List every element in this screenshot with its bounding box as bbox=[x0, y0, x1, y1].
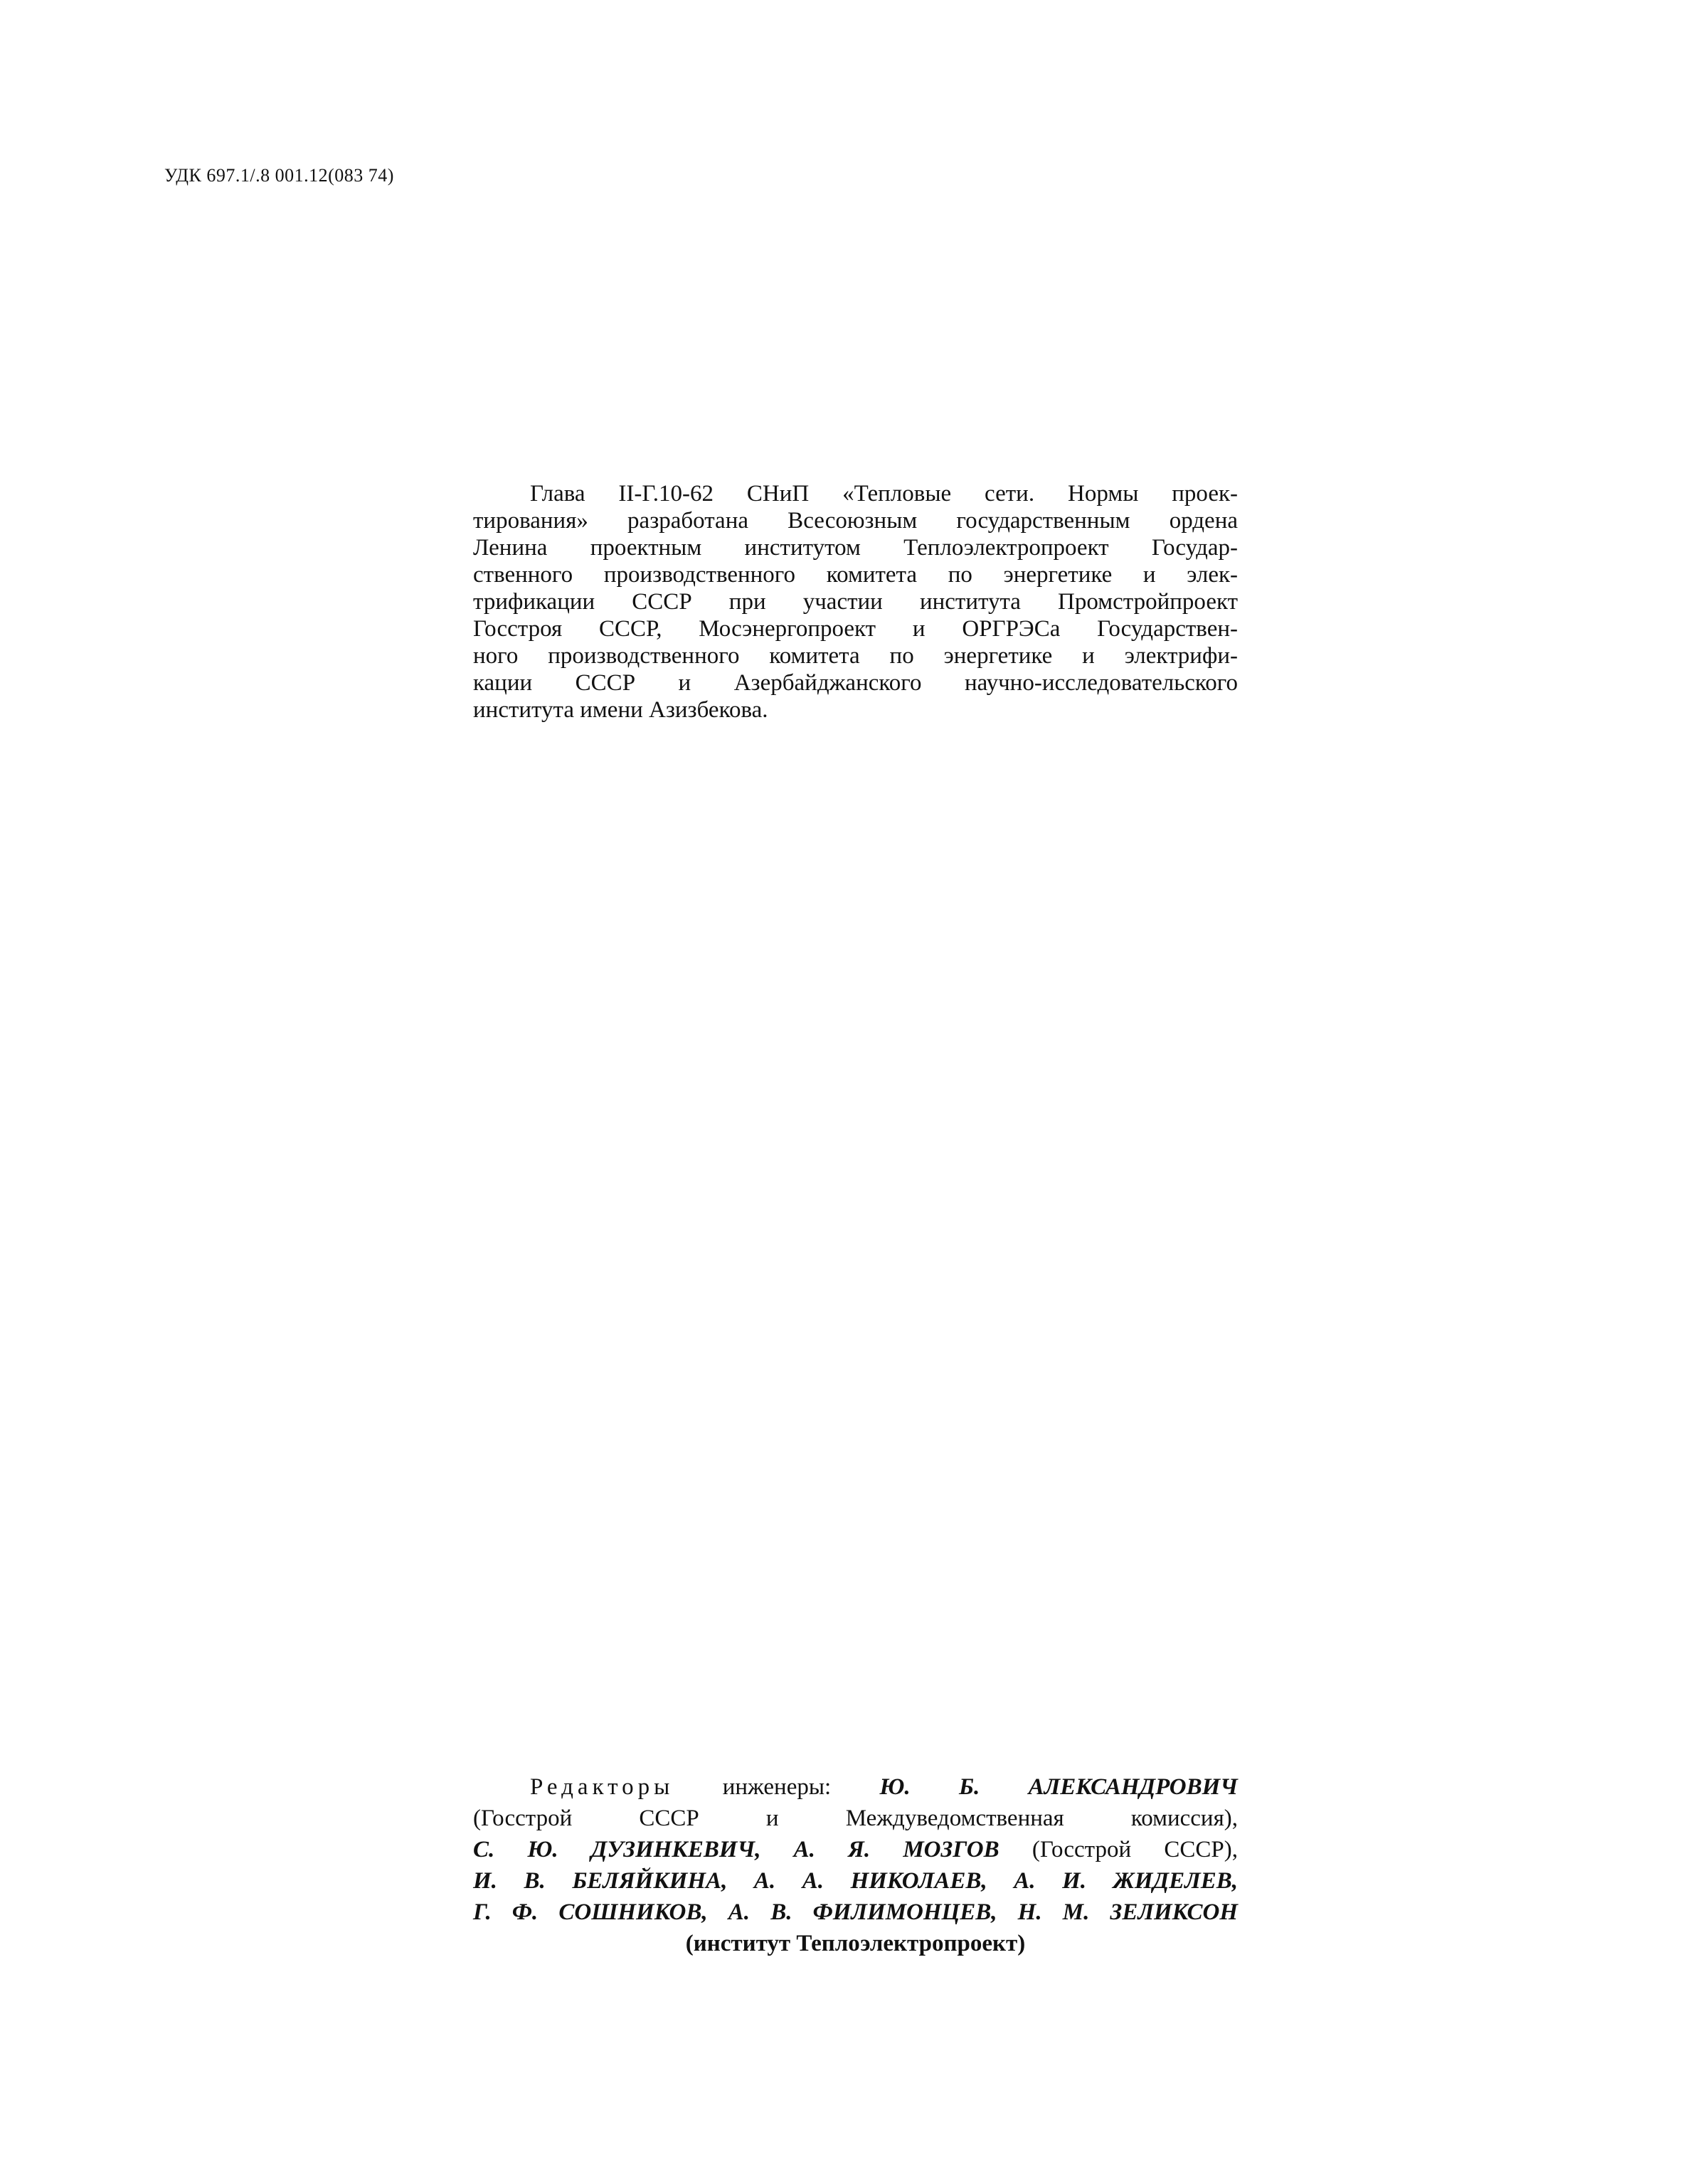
editors-block bbox=[473, 1771, 1238, 1959]
intro-line: Госстроя СССР, Мосэнергопроект и ОРГРЭСа Государствен- bbox=[473, 616, 1238, 642]
editors-line-5: Г. Ф. СОШНИКОВ, А. В. ФИЛИМОНЦЕВ, Н. М. ЗЕЛИКСОН bbox=[473, 1899, 1238, 1925]
intro-paragraph bbox=[473, 480, 1238, 723]
editors-affiliation: (Госстрой СССР), bbox=[999, 1837, 1238, 1862]
intro-line: трификации СССР при участии института Промстройпроект bbox=[473, 589, 1238, 615]
editors-label: Редакторы bbox=[530, 1774, 674, 1800]
editors-label-suffix: инженеры: bbox=[674, 1774, 880, 1800]
editors-line-4: И. В. БЕЛЯЙКИНА, А. А. НИКОЛАЕВ, А. И. ЖИДЕЛЕВ, bbox=[473, 1868, 1238, 1894]
intro-line: кации СССР и Азербайджанского научно-исследовательского bbox=[473, 670, 1238, 696]
intro-line: ного производственного комитета по энергетике и электрифи- bbox=[473, 643, 1238, 669]
intro-line: Ленина проектным институтом Теплоэлектропроект Государ- bbox=[473, 535, 1238, 561]
editor-names: С. Ю. ДУЗИНКЕВИЧ, А. Я. МОЗГОВ bbox=[473, 1837, 999, 1862]
editors-line-6: (институт Теплоэлектропроект) bbox=[685, 1931, 1026, 1956]
udc-code: УДК 697.1/.8 001.12(083 74) bbox=[164, 165, 394, 186]
editors-line-2: (Госстрой СССР и Междуведомственная комиссия), bbox=[473, 1806, 1238, 1831]
editors-line-3 bbox=[473, 1834, 1238, 1865]
editor-names: Ю. Б. АЛЕКСАНДРОВИЧ bbox=[879, 1774, 1238, 1800]
intro-line: тирования» разработана Всесоюзным государственным ордена bbox=[473, 508, 1238, 534]
intro-line: ственного производственного комитета по энергетике и элек- bbox=[473, 562, 1238, 588]
intro-line: Глава II-Г.10-62 СНиП «Тепловые сети. Нормы проек- bbox=[530, 481, 1238, 507]
intro-line: института имени Азизбекова. bbox=[473, 697, 768, 723]
editors-line-1 bbox=[473, 1771, 1238, 1803]
